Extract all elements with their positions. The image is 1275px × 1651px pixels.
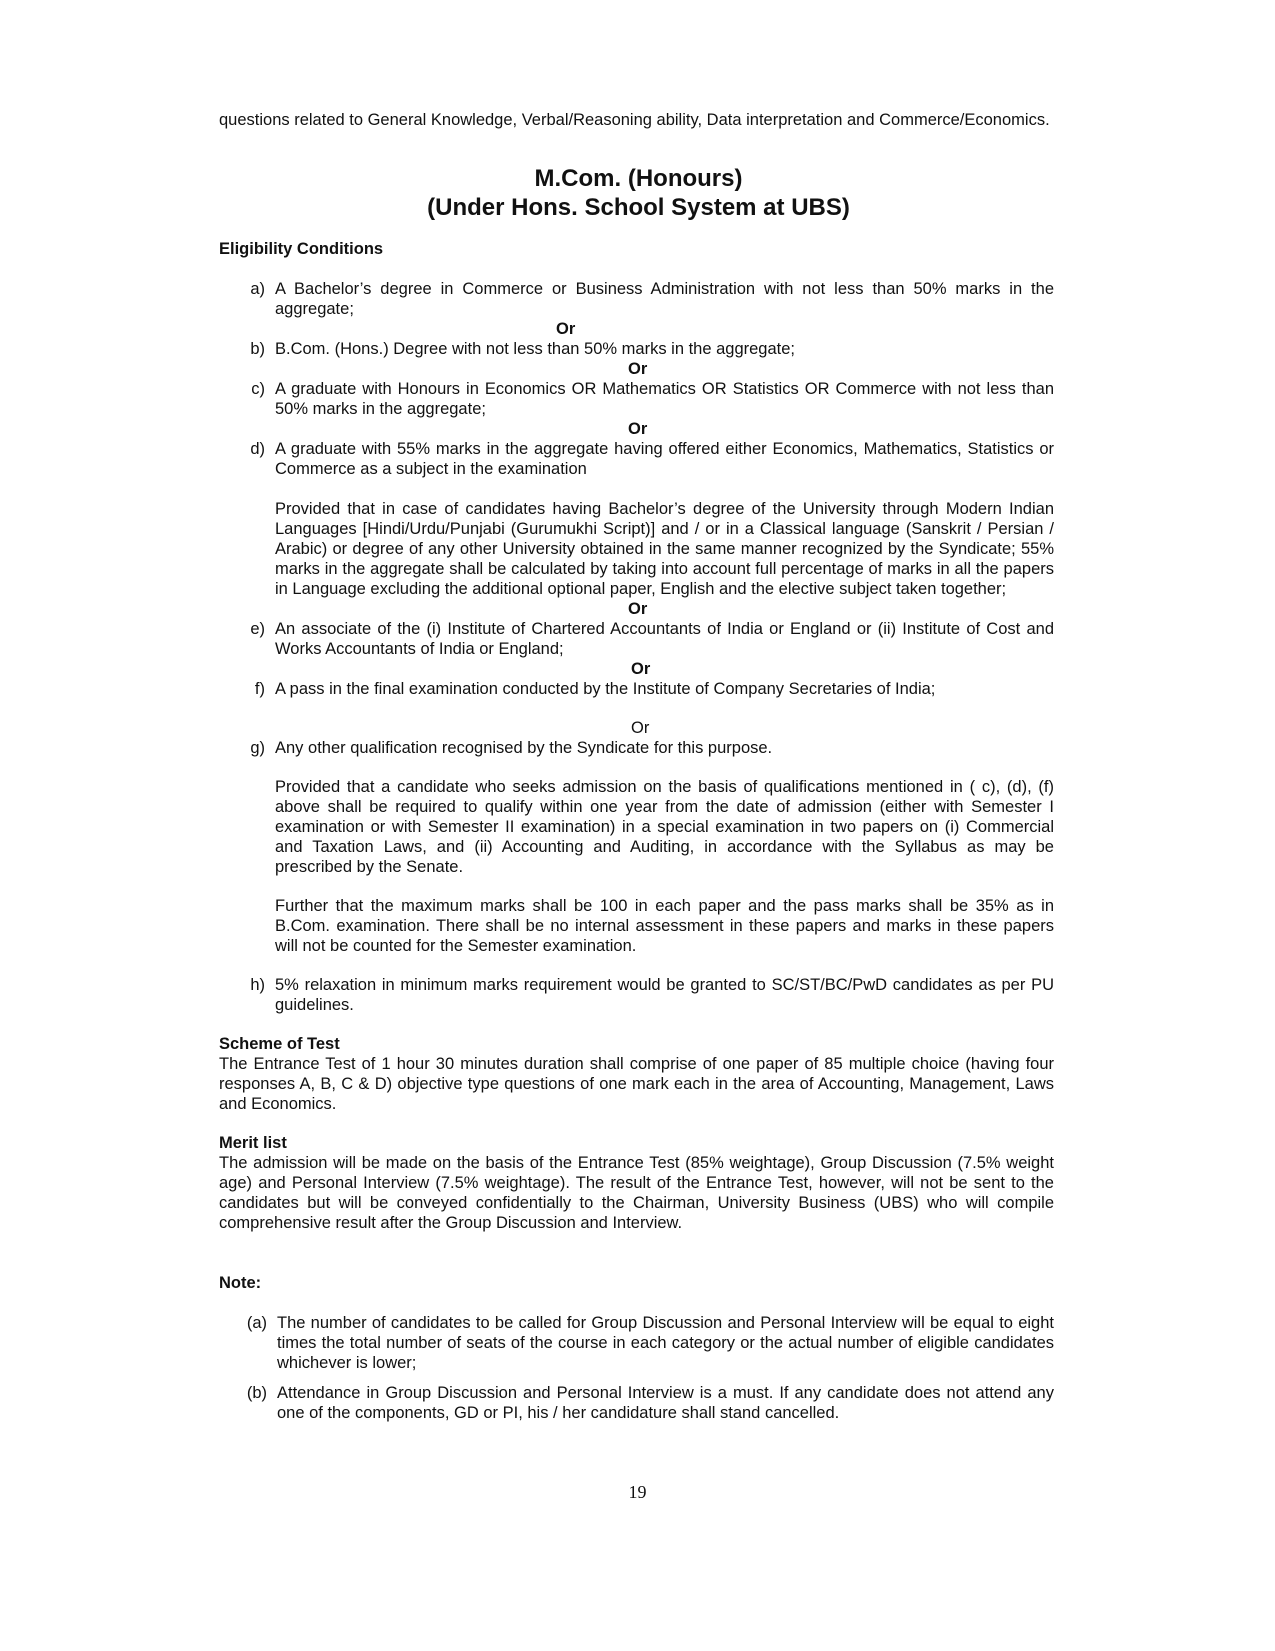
proviso-d: Provided that in case of candidates having Bachelor’s degree of the University through Modern Indian Languages [Hindi/Urdu/Punjabi (Gurumukhi Script)] and / or in a Classical language (Sanskrit / Persian / Arabic) or degree of any other University obtained in the same manner recognized by the Syndicate; 55% marks in the aggregate shall be calculated by taking into account full percentage of marks in all the papers in Language excluding the additional optional paper, English and the elective subject taken together; — [275, 500, 1054, 598]
title-line-2: (Under Hons. School System at UBS) — [427, 194, 850, 221]
item-text: A graduate with 55% marks in the aggregate having offered either Economics, Mathematics, Statistics or Commerce as a subject in the examination — [275, 440, 1054, 478]
item-text: A Bachelor’s degree in Commerce or Business Administration with not less than 50% marks in the aggregate; — [275, 280, 1054, 318]
item-label: (b) — [246, 1384, 267, 1402]
eligibility-item-h — [219, 975, 1054, 1015]
or-separator-5: Or — [631, 660, 651, 678]
item-text: B.Com. (Hons.) Degree with not less than 50% marks in the aggregate; — [275, 340, 795, 358]
intro-paragraph: questions related to General Knowledge, Verbal/Reasoning ability, Data interpretation and Commerce/Economics. — [219, 111, 1050, 129]
proviso-g-1: Provided that a candidate who seeks admission on the basis of qualifications mentioned in ( c), (d), (f) above shall be required to qualify within one year from the date of admission (either with Semester I examination or with Semester II examination) in a special examination in two papers on (i) Commercial and Taxation Laws, and (ii) Accounting and Auditing, in accordance with the Syllabus as may be prescribed by the Senate. — [275, 778, 1054, 876]
note-heading: Note: — [219, 1274, 262, 1292]
eligibility-item-a — [219, 279, 1054, 319]
item-text: The number of candidates to be called for Group Discussion and Personal Interview will be equal to eight times the total number of seats of the course in each category or the actual number of eligible candidates whichever is lower; — [277, 1314, 1054, 1372]
item-label: e) — [250, 620, 265, 638]
page-content — [219, 110, 1054, 1423]
eligibility-item-f — [219, 679, 1054, 699]
or-separator-4: Or — [628, 600, 648, 618]
eligibility-heading: Eligibility Conditions — [219, 240, 384, 258]
item-label: g) — [250, 739, 265, 757]
item-text: A graduate with Honours in Economics OR Mathematics OR Statistics OR Commerce with not less than 50% marks in the aggregate; — [275, 380, 1054, 418]
scheme-text: The Entrance Test of 1 hour 30 minutes duration shall comprise of one paper of 85 multiple choice (having four responses A, B, C & D) objective type questions of one mark each in the area of Accounting, Management, Laws and Economics. — [219, 1055, 1054, 1113]
merit-heading: Merit list — [219, 1134, 287, 1152]
item-label: h) — [250, 976, 265, 994]
or-separator-1: Or — [556, 320, 576, 338]
or-separator-2: Or — [628, 360, 648, 378]
item-text: An associate of the (i) Institute of Chartered Accountants of India or England or (ii) Institute of Cost and Works Accountants of India or England; — [275, 620, 1054, 658]
note-item-b — [219, 1383, 1054, 1423]
scheme-heading: Scheme of Test — [219, 1035, 340, 1053]
proviso-g-2: Further that the maximum marks shall be 100 in each paper and the pass marks shall be 35% as in B.Com. examination. There shall be no internal assessment in these papers and marks in these papers will not be counted for the Semester examination. — [275, 897, 1054, 955]
item-label: d) — [250, 440, 265, 458]
eligibility-item-c — [219, 379, 1054, 419]
merit-text: The admission will be made on the basis of the Entrance Test (85% weightage), Group Discussion (7.5% weight age) and Personal Interview (7.5% weightage). The result of the Entrance Test, however, will not be sent to the candidates but will be conveyed confidentially to the Chairman, University Business (UBS) who will compile comprehensive result after the Group Discussion and Interview. — [219, 1154, 1054, 1232]
eligibility-item-e — [219, 619, 1054, 659]
item-label: a) — [250, 280, 265, 298]
or-separator-3: Or — [628, 420, 648, 438]
eligibility-item-d — [219, 439, 1054, 479]
item-text: Attendance in Group Discussion and Personal Interview is a must. If any candidate does not attend any one of the components, GD or PI, his / her candidature shall stand cancelled. — [277, 1384, 1054, 1422]
item-text: Any other qualification recognised by the Syndicate for this purpose. — [275, 739, 773, 757]
note-item-a — [219, 1313, 1054, 1373]
item-label: b) — [250, 340, 265, 358]
item-label: (a) — [246, 1314, 267, 1332]
item-text: A pass in the final examination conducted by the Institute of Company Secretaries of India; — [275, 680, 936, 698]
item-text: 5% relaxation in minimum marks requirement would be granted to SC/ST/BC/PwD candidates as per PU guidelines. — [275, 976, 1054, 1014]
eligibility-item-g — [219, 738, 1054, 758]
item-label: c) — [251, 380, 265, 398]
item-label: f) — [254, 680, 265, 698]
eligibility-item-b — [219, 339, 1054, 359]
page-number: 19 — [628, 1482, 647, 1502]
or-separator-6: Or — [631, 719, 650, 737]
title-line-1: M.Com. (Honours) — [534, 165, 743, 192]
